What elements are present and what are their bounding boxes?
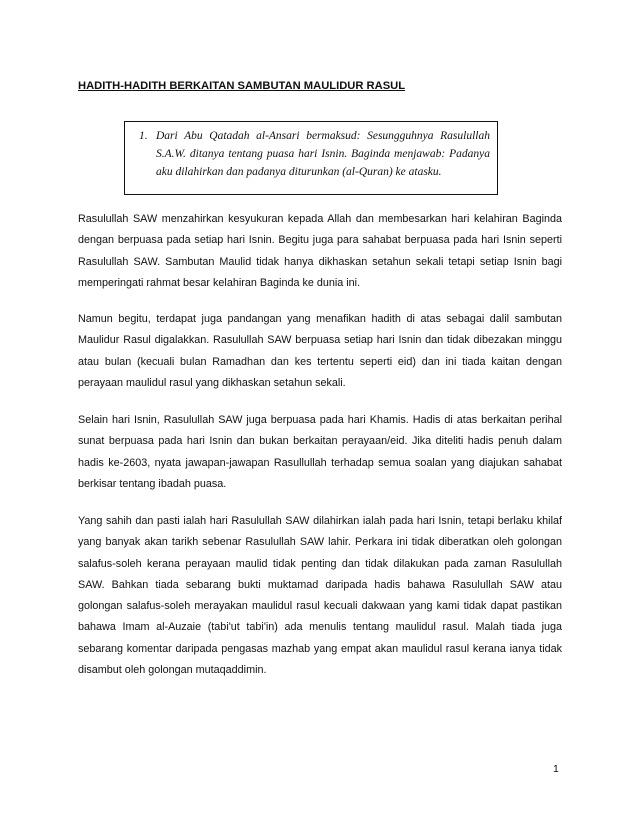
quote-number: 1. bbox=[139, 130, 148, 142]
hadith-quote-box bbox=[124, 121, 498, 195]
quote-text: Dari Abu Qatadah al-Ansari bermaksud: Sesungguhnya Rasulullah S.A.W. ditanya tentang puasa hari Isnin. Baginda menjawab: Padanya aku dilahirkan dan padanya diturunkan (al-Quran) ke atasku. bbox=[156, 130, 490, 178]
paragraph-3: Selain hari Isnin, Rasulullah SAW juga berpuasa pada hari Khamis. Hadis di atas berkaitan perihal sunat berpuasa pada hari Isnin dan bukan berkaitan perayaan/eid. Jika diteliti hadis penuh dalam hadis ke-2603, nyata jawapan-jawapan Rasullullah terhadap semua soalan yang diajukan sahabat berkisar tentang ibadah puasa. bbox=[78, 414, 562, 490]
page-number: 1 bbox=[553, 763, 559, 775]
page-title: HADITH-HADITH BERKAITAN SAMBUTAN MAULIDUR RASUL bbox=[78, 80, 406, 92]
paragraph-4: Yang sahih dan pasti ialah hari Rasulullah SAW dilahirkan ialah pada hari Isnin, tetapi berlaku khilaf yang banyak akan tarikh sebenar Rasulullah SAW lahir. Perkara ini tidak diberatkan oleh golongan salafus-soleh kerana perayaan maulid tidak penting dan tidak dilakukan pada zaman Rasulullah SAW. Bahkan tiada sebarang bukti muktamad daripada hadis bahawa Rasulullah SAW atau golongan salafus-soleh merayakan maulidul rasul kecuali dakwaan yang kami tidak dapat pastikan bahawa Imam al-Auzaie (tabi'ut tabi'in) ada menulis tentang maulidul rasul. Malah tiada juga sebarang komentar daripada pengasas mazhab yang empat akan maulidul rasul kerana ianya tidak disambut oleh golongan mutaqaddimin. bbox=[78, 515, 562, 677]
paragraph-1: Rasulullah SAW menzahirkan kesyukuran kepada Allah dan membesarkan hari kelahiran Baginda dengan berpuasa pada setiap hari Isnin. Begitu juga para sahabat berpuasa pada hari Isnin seperti Rasulullah SAW. Sambutan Maulid tidak hanya dikhaskan setahun sekali tetapi setiap Isnin bagi memperingati rahmat besar kelahiran Baginda ke dunia ini. bbox=[78, 213, 562, 289]
paragraph-2: Namun begitu, terdapat juga pandangan yang menafikan hadith di atas sebagai dalil sambutan Maulidur Rasul digalakkan. Rasulullah SAW berpuasa setiap hari Isnin dan tidak dibezakan minggu atau bulan (kecuali bulan Ramadhan dan kes tertentu seperti eid) dan ini tiada kaitan dengan perayaan maulidul rasul yang dikhaskan setahun sekali. bbox=[78, 313, 562, 389]
